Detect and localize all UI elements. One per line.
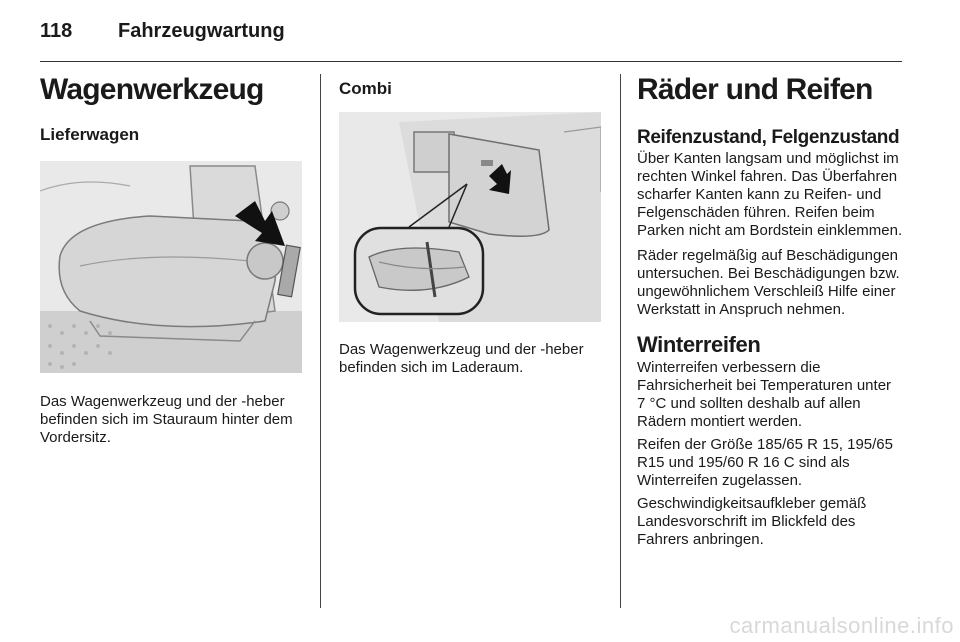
page-number: 118 [40, 20, 73, 42]
subheading-combi: Combi [339, 79, 392, 98]
paragraph-tyre-sizes: Reifen der Größe 185/65 R 15, 195/65 R15 und 195/60 R 16 C sind als Winterreifen zugelassen. [637, 436, 893, 489]
watermark: carmanualsonline.info [729, 613, 954, 638]
cargo-illustration [339, 112, 601, 322]
column-tools-combi [339, 72, 605, 377]
seat-illustration [40, 161, 302, 373]
column-tools-van [40, 72, 306, 447]
subheading-reifenzustand: Reifenzustand, Felgenzustand [637, 127, 900, 148]
paragraph-edges: Über Kanten langsam und möglichst im rechten Winkel fahren. Das Überfahren scharfer Kanten kann zu Reifen- und Felgenschäden führen. Reifen beim Parken nicht am Bordstein einklemmen. [637, 150, 903, 239]
column-divider [620, 74, 621, 608]
page-header [40, 18, 902, 62]
subheading-winterreifen: Winterreifen [637, 332, 761, 357]
section-title: Fahrzeugwartung [118, 20, 285, 42]
column-wheels-tyres [637, 72, 903, 549]
subheading-lieferwagen: Lieferwagen [40, 125, 140, 144]
caption-van: Das Wagenwerkzeug und der -heber befinden sich im Stauraum hinter dem Vordersitz. [40, 393, 293, 446]
paragraph-speed-sticker: Geschwindigkeitsaufkleber gemäß Landesvorschrift im Blickfeld des Fahrers anbringen. [637, 495, 867, 548]
column-divider [320, 74, 321, 608]
heading-raeder-reifen: Räder und Reifen [637, 73, 873, 106]
caption-combi: Das Wagenwerkzeug und der -heber befinden sich im Laderaum. [339, 341, 584, 376]
paragraph-inspection: Räder regelmäßig auf Beschädigungen untersuchen. Bei Beschädigungen bzw. ungewöhnlichem Verschleiß Hilfe einer Werkstatt in Anspruch nehmen. [637, 247, 900, 318]
heading-wagenwerkzeug: Wagenwerkzeug [40, 73, 264, 106]
paragraph-winter-safety: Winterreifen verbessern die Fahrsicherheit bei Temperaturen unter 7 °C und sollten deshalb auf allen Rädern montiert werden. [637, 359, 892, 430]
